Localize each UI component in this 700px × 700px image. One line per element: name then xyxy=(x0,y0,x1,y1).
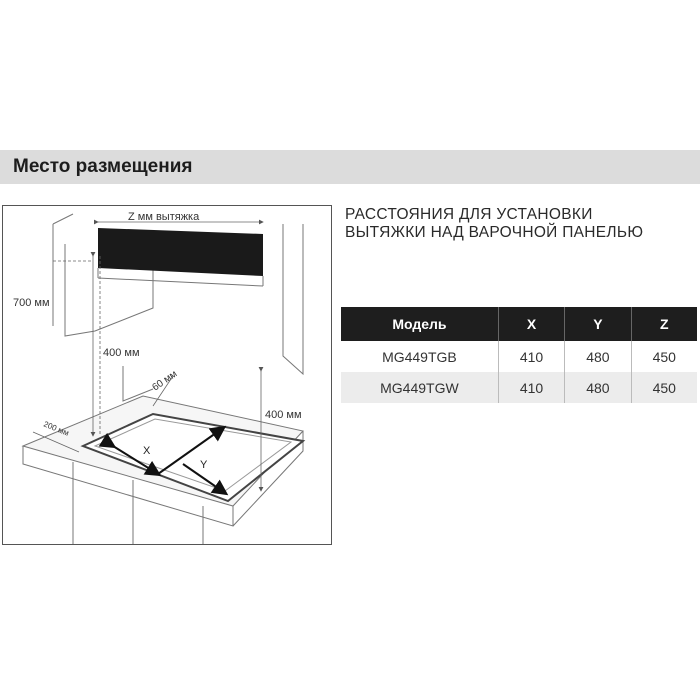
section-title: Место размещения xyxy=(13,156,193,177)
header-z: Z xyxy=(631,307,697,341)
installation-diagram-svg xyxy=(3,206,332,545)
table-row xyxy=(341,341,697,372)
label-700: 700 мм xyxy=(13,297,50,309)
heading-line-1: РАССТОЯНИЯ ДЛЯ УСТАНОВКИ xyxy=(345,206,593,223)
heading-line-2: ВЫТЯЖКИ НАД ВАРОЧНОЙ ПАНЕЛЬЮ xyxy=(345,224,644,241)
cell-model: MG449TGB xyxy=(341,341,498,372)
cell-y: 480 xyxy=(565,372,631,403)
header-x: X xyxy=(498,307,564,341)
label-400-left: 400 мм xyxy=(103,347,140,359)
label-400-right: 400 мм xyxy=(265,409,302,421)
cell-x: 410 xyxy=(498,341,564,372)
installation-diagram xyxy=(2,205,332,545)
cell-y: 480 xyxy=(565,341,631,372)
label-200: 200 мм xyxy=(42,419,71,438)
label-y: Y xyxy=(200,459,208,471)
cell-x: 410 xyxy=(498,372,564,403)
header-model: Модель xyxy=(341,307,498,341)
cell-model: MG449TGW xyxy=(341,372,498,403)
cell-z: 450 xyxy=(652,348,676,365)
install-distances-heading xyxy=(345,206,695,242)
hood-drawing xyxy=(98,228,263,286)
label-z-hood: Z мм вытяжка xyxy=(128,211,200,223)
cell-z: 450 xyxy=(631,372,697,403)
table-header-row xyxy=(341,307,697,341)
table-row xyxy=(341,372,697,403)
label-60: 60 мм xyxy=(150,368,180,394)
label-x: X xyxy=(143,445,151,457)
header-y: Y xyxy=(565,307,631,341)
specs-table xyxy=(341,307,697,403)
